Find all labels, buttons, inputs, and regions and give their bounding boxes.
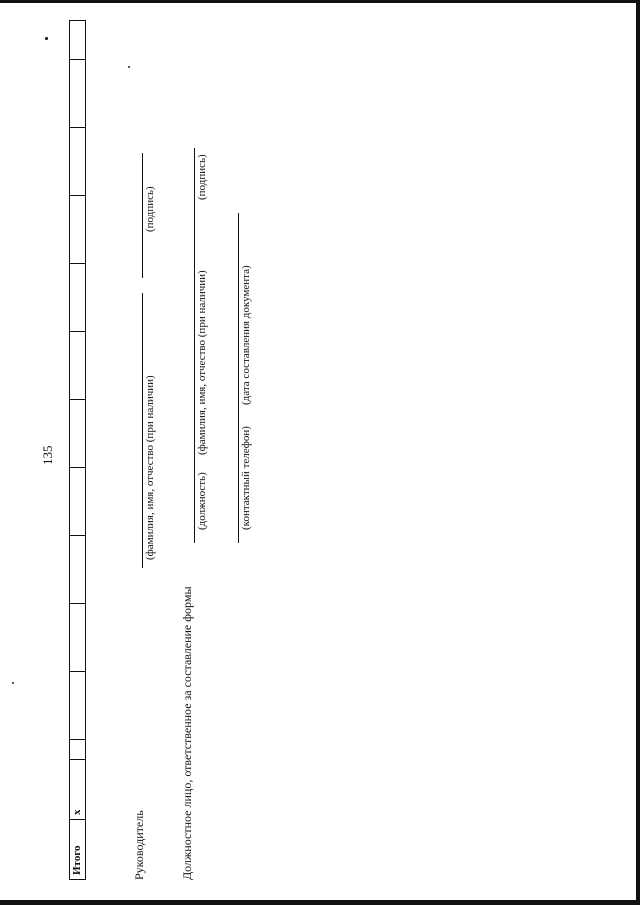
total-label-cell: Итого [70, 820, 86, 880]
official-line [194, 148, 195, 543]
official-position-caption: (должность) [196, 472, 208, 530]
table-cell [70, 468, 86, 536]
rotated-form-page [25, 20, 625, 880]
table-cell [70, 536, 86, 604]
scan-speck [12, 682, 14, 684]
head-name-caption: (фамилия, имя, отчество (при наличии) [144, 375, 156, 560]
table-cell [70, 196, 86, 264]
head-name-line [142, 293, 143, 568]
table-cell [70, 332, 86, 400]
head-label: Руководитель [132, 810, 146, 880]
date-caption: (дата составления документа) [240, 265, 252, 405]
scan-border-bottom [0, 900, 640, 905]
official-signature-caption: (подпись) [196, 154, 208, 200]
official-label: Должностное лицо, ответственное за составление формы [180, 586, 194, 880]
head-signature-caption: (подпись) [144, 186, 156, 232]
total-marker-cell: x [70, 760, 86, 820]
contacts-line [238, 213, 239, 543]
page-number: 135 [40, 445, 55, 465]
total-table [69, 20, 86, 880]
table-cell [70, 128, 86, 196]
table-cell [70, 604, 86, 672]
scan-border-right [636, 0, 640, 905]
table-cell [70, 21, 86, 60]
table-cell [70, 400, 86, 468]
scan-border-top [0, 0, 640, 3]
table-cell [70, 264, 86, 332]
total-row [70, 21, 86, 880]
table-cell [70, 60, 86, 128]
table-cell [70, 740, 86, 760]
official-name-caption: (фамилия, имя, отчество (при наличии) [196, 270, 208, 455]
phone-caption: (контактный телефон) [240, 426, 252, 530]
table-cell [70, 672, 86, 740]
head-signature-line [142, 153, 143, 278]
